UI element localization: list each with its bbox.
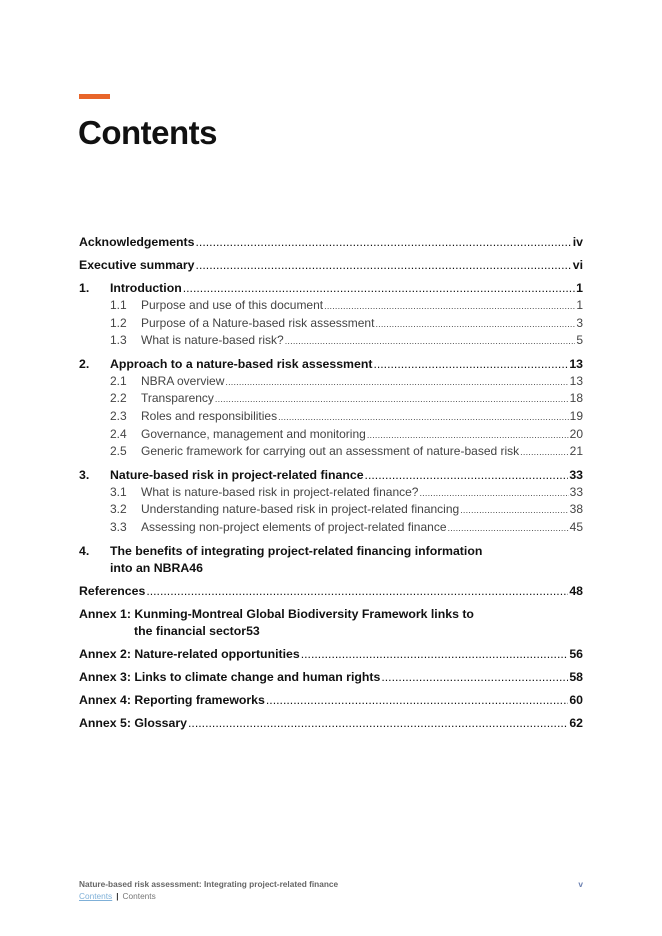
toc-entry-nature-based-risk[interactable] <box>79 467 583 484</box>
toc-page-number: 33 <box>569 484 583 499</box>
toc-page-number: 18 <box>569 391 583 406</box>
footer-page-number: v <box>578 879 583 889</box>
toc-subentry-label: Purpose and use of this document <box>141 298 324 312</box>
toc-subentry-label: What is nature-based risk in project-related finance? <box>141 484 419 499</box>
toc-entry-label: Annex 2: Nature-related opportunities <box>79 646 300 661</box>
toc-entry-second-line <box>79 623 583 640</box>
toc-leader-dots <box>419 485 568 502</box>
breadcrumb-current: Contents <box>122 891 156 901</box>
toc-entry-label: Annex 5: Glossary <box>79 715 187 730</box>
toc-entry-references[interactable] <box>79 583 583 600</box>
toc-subentry-label: Governance, management and monitoring <box>141 426 366 441</box>
toc-page-number: 53 <box>246 623 260 638</box>
toc-leader-dots <box>381 669 568 686</box>
toc-section-number: 2. <box>79 356 90 371</box>
toc-page-number: 20 <box>569 426 583 441</box>
toc-leader-dots <box>225 374 568 391</box>
toc-entry-executive-summary[interactable] <box>79 257 583 274</box>
toc-page-number: 1 <box>576 298 583 312</box>
toc-leader-dots <box>196 257 572 274</box>
toc-page-number: 5 <box>576 333 583 348</box>
toc-subentry-2-3[interactable] <box>79 408 583 426</box>
toc-entry-label: Nature-based risk in project-related finance <box>110 467 364 482</box>
toc-page-number: 45 <box>569 519 583 534</box>
toc-subentry-2-1[interactable] <box>79 373 583 391</box>
toc-subentry-label: Understanding nature-based risk in project-related financing <box>141 502 460 517</box>
toc-section-number: 1. <box>79 281 90 295</box>
toc-page-number: 60 <box>569 692 583 707</box>
toc-entry-annex-1[interactable] <box>79 606 583 640</box>
page-footer <box>79 879 583 901</box>
toc-entry-first-line <box>79 543 583 560</box>
toc-leader-dots <box>195 234 571 251</box>
toc-subsection-number: 2.1 <box>110 373 127 388</box>
breadcrumb <box>79 891 583 901</box>
toc-leader-dots <box>266 692 568 709</box>
toc-entry-label: Acknowledgements <box>79 235 195 249</box>
toc-subentry-1-2[interactable] <box>79 315 583 333</box>
accent-bar <box>79 94 110 99</box>
breadcrumb-link-contents[interactable]: Contents <box>79 891 113 901</box>
toc-leader-dots <box>285 333 576 350</box>
toc-subentry-3-3[interactable] <box>79 519 583 537</box>
toc-subsection-number: 2.5 <box>110 444 127 459</box>
toc-leader-dots <box>301 646 569 663</box>
toc-entry-annex-5[interactable] <box>79 715 583 732</box>
toc-leader-dots <box>278 409 569 426</box>
toc-page-number: 58 <box>569 669 583 684</box>
toc-subentry-label: What is nature-based risk? <box>141 333 284 348</box>
toc-leader-dots <box>188 715 568 732</box>
toc-entry-label: Annex 3: Links to climate change and human rights <box>79 669 381 684</box>
toc-subentry-1-1[interactable] <box>79 297 583 315</box>
toc-section-1 <box>79 280 583 350</box>
toc-entry-annex-2[interactable] <box>79 646 583 663</box>
toc-page-number: 1 <box>576 281 583 295</box>
toc-section-number: 4. <box>79 543 90 558</box>
footer-document-title: Nature-based risk assessment: Integrating project-related finance <box>79 879 339 889</box>
toc-subentry-label: Transparency <box>141 391 214 406</box>
toc-page-number: 48 <box>569 583 583 598</box>
toc-entry-annex-4[interactable] <box>79 692 583 709</box>
toc-section-3 <box>79 467 583 537</box>
toc-subentry-label: Assessing non-project elements of project-related finance <box>141 519 447 534</box>
toc-page-number: 62 <box>569 715 583 730</box>
page-title: Contents <box>78 114 217 151</box>
toc-page-number: 13 <box>569 373 583 388</box>
toc-subsection-number: 3.1 <box>110 484 127 499</box>
toc-page-number: 56 <box>569 646 583 661</box>
toc-subentry-label: Roles and responsibilities <box>141 408 278 423</box>
toc-leader-dots <box>183 280 575 297</box>
toc-entry-label: Executive summary <box>79 258 195 272</box>
toc-entry-label-line1: The benefits of integrating project-related financing information <box>110 543 483 558</box>
toc-page-number: 21 <box>569 444 583 459</box>
toc-subentry-2-2[interactable] <box>79 390 583 408</box>
toc-leader-dots <box>324 298 575 315</box>
toc-entry-acknowledgements[interactable] <box>79 234 583 251</box>
toc-subsection-number: 1.2 <box>110 315 127 330</box>
toc-page-number: 46 <box>189 560 203 575</box>
toc-subentry-3-2[interactable] <box>79 501 583 519</box>
toc-entry-first-line: Annex 1: Kunming-Montreal Global Biodiversity Framework links to <box>79 606 474 621</box>
toc-subsection-number: 3.2 <box>110 502 127 517</box>
toc-section-number: 3. <box>79 467 90 482</box>
toc-leader-dots <box>448 520 569 537</box>
toc-page-number: 38 <box>569 502 583 517</box>
toc-subentry-1-3[interactable] <box>79 332 583 350</box>
toc-entry-label: Introduction <box>110 281 182 295</box>
toc-leader-dots <box>367 427 569 444</box>
breadcrumb-separator: | <box>116 891 119 901</box>
toc-leader-dots <box>520 444 568 461</box>
toc-entry-annex-3[interactable] <box>79 669 583 686</box>
toc-leader-dots <box>146 583 568 600</box>
toc-entry-label: References <box>79 583 146 598</box>
toc-subentry-label: Generic framework for carrying out an assessment of nature-based risk <box>141 444 520 459</box>
toc-leader-dots <box>215 391 569 408</box>
toc-leader-dots <box>460 502 568 519</box>
toc-entry-second-line <box>79 560 583 577</box>
toc-page-number: iv <box>572 235 583 249</box>
toc-subentry-3-1[interactable] <box>79 484 583 502</box>
toc-entry-approach[interactable] <box>79 356 583 373</box>
toc-page-number: vi <box>572 258 583 272</box>
toc-leader-dots <box>373 356 568 373</box>
toc-subentry-label: NBRA overview <box>141 373 225 388</box>
toc-page-number: 33 <box>569 467 583 482</box>
toc-subentry-2-5[interactable] <box>79 443 583 461</box>
toc-subsection-number: 3.3 <box>110 519 127 534</box>
toc-leader-dots <box>375 316 575 333</box>
toc-subentry-2-4[interactable] <box>79 426 583 444</box>
toc-subsection-number: 2.4 <box>110 426 127 441</box>
toc-subentry-label: Purpose of a Nature-based risk assessment <box>141 315 375 330</box>
toc-entry-label: Approach to a nature-based risk assessment <box>110 356 373 371</box>
toc-subsection-number: 2.3 <box>110 408 127 423</box>
toc-subsection-number: 1.3 <box>110 333 127 348</box>
toc-leader-dots <box>365 467 569 484</box>
toc-entry-label-line2: into an NBRA <box>110 560 190 575</box>
toc-entry-introduction[interactable] <box>79 280 583 297</box>
toc-subsection-number: 1.1 <box>110 298 127 312</box>
toc-entry-benefits[interactable] <box>79 543 583 577</box>
table-of-contents <box>79 234 583 732</box>
toc-section-2 <box>79 356 583 461</box>
toc-entry-label-line2: the financial sector <box>134 623 247 638</box>
toc-page-number: 19 <box>569 408 583 423</box>
toc-subsection-number: 2.2 <box>110 391 127 406</box>
toc-entry-label: Annex 4: Reporting frameworks <box>79 692 265 707</box>
toc-page-number: 3 <box>576 315 583 330</box>
toc-page-number: 13 <box>569 356 583 371</box>
